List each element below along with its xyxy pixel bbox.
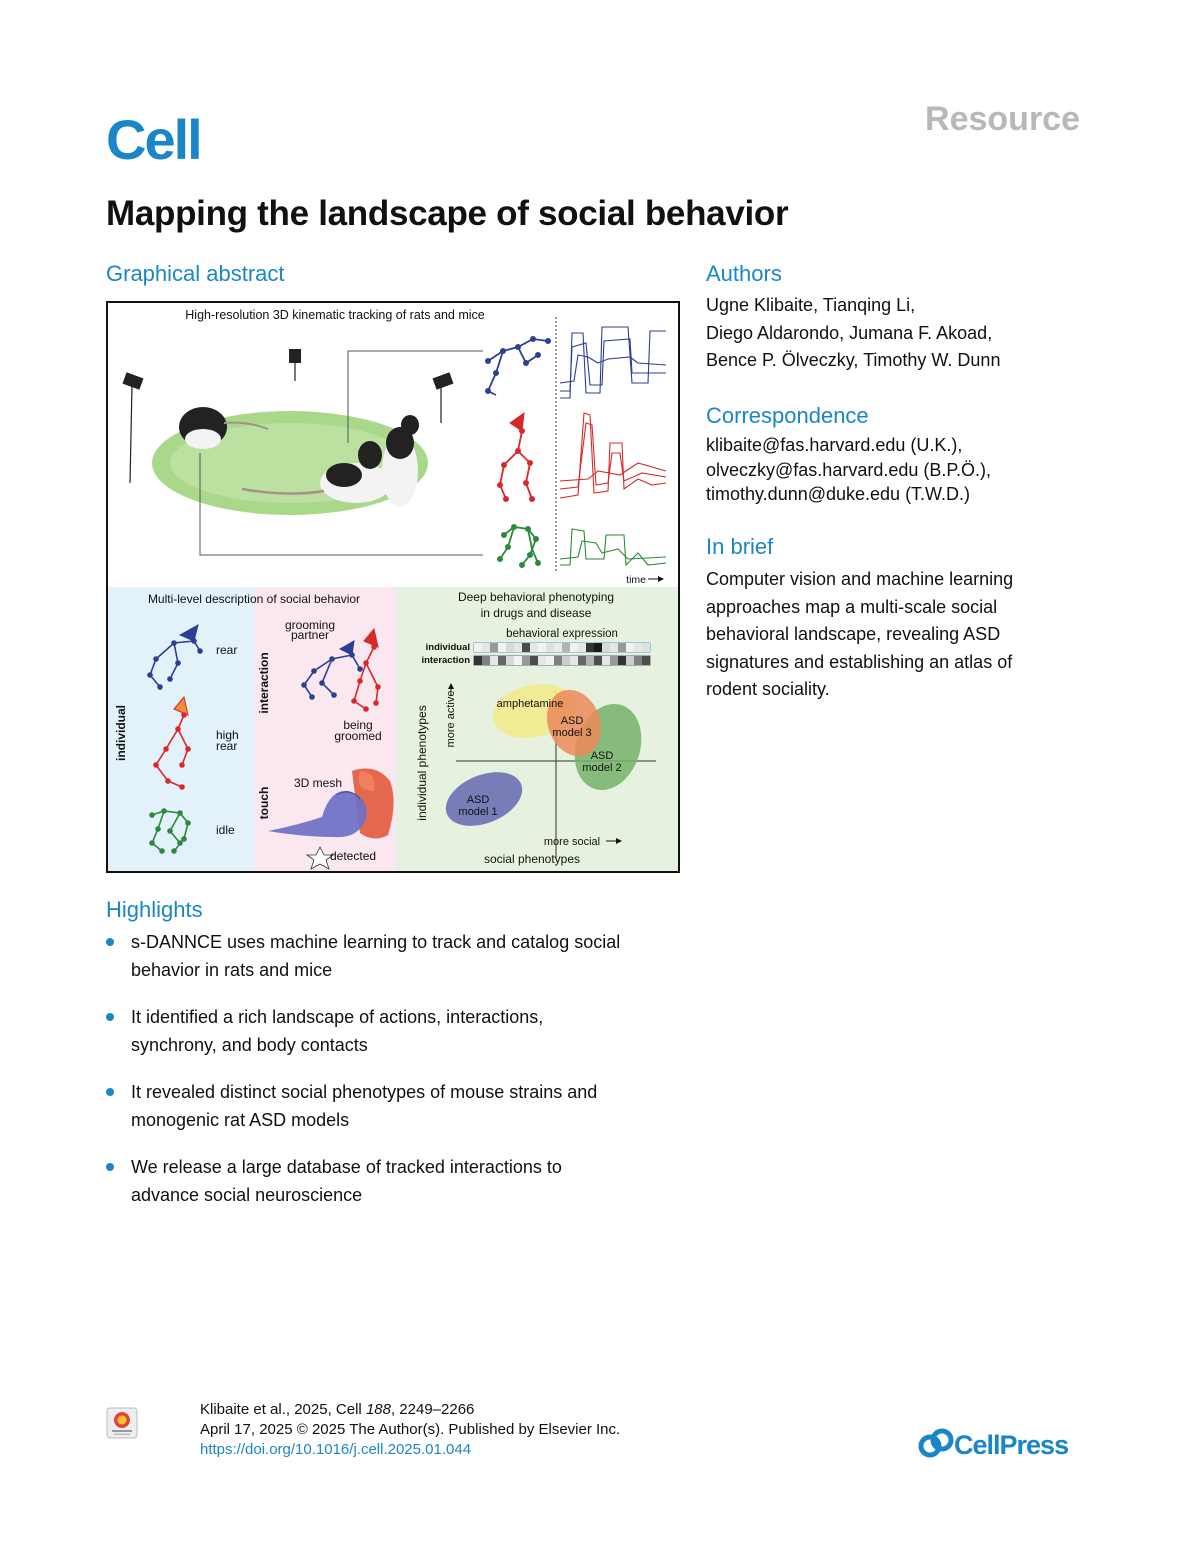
label-high: high [216,728,239,742]
authors-line: Diego Aldarondo, Jumana F. Akoad, [706,322,993,343]
citation-volume: 188 [365,1401,391,1418]
highlight-line: behavior in rats and mice [131,959,333,980]
heatmap-cell [530,656,538,665]
authors-line: Bence P. Ölveczky, Timothy W. Dunn [706,350,1001,370]
heatmap-cell [522,656,530,665]
heatmap-cell [602,656,610,665]
heatmap-cell [514,656,522,665]
ga-panel-right-title-1: Deep behavioral phenotyping [457,590,615,604]
camera-icon [432,372,453,423]
label-partner: partner [290,628,330,642]
highlight-line: We release a large database of tracked interactions to [131,1157,562,1177]
article-type: Resource [925,100,1080,138]
label-idle: idle [216,823,235,837]
x-axis-label: social phenotypes [483,852,581,866]
in-brief-line: signatures and establishing an atlas of [706,651,1013,672]
heatmap-cell [570,643,578,652]
time-label: time [626,574,646,586]
highlights-heading: Highlights [106,897,203,922]
heatmap-cell [610,656,618,665]
article-title: Mapping the landscape of social behavior [106,194,789,233]
heatmap-cell [562,643,570,652]
cellpress-mark-icon [918,1428,954,1460]
email-link[interactable]: klibaite@fas.harvard.edu (U.K.), [706,435,963,455]
highlight-item [106,1154,696,1209]
label-groomed: groomed [334,729,382,743]
y-axis-label: individual phenotypes [415,705,429,821]
highlight-item [106,1004,696,1059]
heatmap-cell [498,643,506,652]
heatmap-cell [642,656,650,665]
highlight-line: monogenic rat ASD models [131,1109,350,1130]
ga-panel-right-title-2: in drugs and disease [480,606,592,620]
heatmap-cell [482,643,490,652]
citation-date: April 17, 2025 © 2025 The Author(s). Published by Elsevier Inc. [200,1421,621,1438]
ga-panel-left-title: Multi-level description of social behavior [147,592,361,606]
citation-line [200,1400,620,1420]
heatmap-cell [506,643,514,652]
label-mesh: 3D mesh [294,776,343,790]
camera-icon [289,349,301,381]
in-brief-heading: In brief [706,534,774,559]
camera-icon [122,372,143,483]
heatmap-cell [626,656,634,665]
heatmap-cell [570,656,578,665]
label-interaction: interaction [257,652,271,714]
journal-logo: Cell [106,108,201,171]
heatmap-cell [482,656,490,665]
highlight-line: synchrony, and body contacts [131,1034,368,1055]
doi-link[interactable]: https://doi.org/10.1016/j.cell.2025.01.044 [200,1441,472,1458]
email-link[interactable]: timothy.dunn@duke.edu (T.W.D.) [706,484,971,504]
label-behavioral-expression: behavioral expression [506,628,618,640]
bullet-icon [106,1088,114,1096]
heatmap-cell [594,656,602,665]
in-brief-text [706,566,1013,704]
heatmap-cell [490,643,498,652]
label-high-rear: rear [216,739,238,753]
label-asd3-a: ASD [560,715,584,727]
heatmap-cell [618,643,626,652]
bullet-icon [106,938,114,946]
label-asd1-b: model 1 [458,806,498,818]
heatmap-cell [578,643,586,652]
in-brief-line: approaches map a multi-scale social [706,596,998,617]
red-skeleton [498,413,535,502]
heatmap-cell [594,643,602,652]
authors-line: Ugne Klibaite, Tianqing Li, [706,295,916,315]
email-link[interactable]: olveczky@fas.harvard.edu (B.P.Ö.), [706,459,992,480]
y-axis-arrow-label: more active [445,690,457,748]
bullet-icon [106,1013,114,1021]
heatmap-cell [474,656,482,665]
blue-traces [560,327,666,398]
highlight-item [106,1079,696,1134]
label-asd3-b: model 3 [552,727,592,739]
label-individual: individual [114,704,128,762]
heatmap-cell [602,643,610,652]
heatmap-cell [546,656,554,665]
highlight-line: advance social neuroscience [131,1184,363,1205]
heatmap-cell [474,643,482,652]
heatmap-cell [506,656,514,665]
citation-pages: , 2249–2266 [390,1401,475,1418]
label-being: being [343,718,373,732]
label-amphetamine: amphetamine [496,698,564,710]
authors-list [706,292,1000,375]
correspondence-list [706,433,991,507]
heatmap-cell [530,643,538,652]
heatmap-cell [562,656,570,665]
heatmap-cell [490,656,498,665]
in-brief-line: rodent sociality. [706,679,830,699]
bullet-icon [106,1163,114,1171]
in-brief-line: Computer vision and machine learning [706,569,1014,589]
highlight-line: It revealed distinct social phenotypes of mouse strains and [131,1082,598,1102]
heatmap-cell [554,643,562,652]
green-traces [560,529,666,565]
correspondence-heading: Correspondence [706,403,869,428]
heatmap-cell [586,643,594,652]
authors-heading: Authors [706,261,782,286]
heatmap-cell [514,643,522,652]
heatmap-cell [578,656,586,665]
cellpress-logo [918,1428,1068,1462]
row-label-interaction: interaction [421,655,470,666]
blue-skeleton [486,337,551,396]
label-asd2-b: model 2 [582,762,622,774]
heatmap-cell [642,643,650,652]
label-rear: rear [216,643,238,657]
graphical-abstract-svg [108,303,678,871]
heatmap-cell [538,643,546,652]
red-traces [560,413,666,498]
label-asd1-a: ASD [466,794,490,806]
heatmap-cell [538,656,546,665]
heatmap-cell [634,643,642,652]
heatmap-cell [498,656,506,665]
label-detected: detected [330,849,377,863]
in-brief-line: behavioral landscape, revealing ASD [706,624,1001,644]
heatmap-cell [634,656,642,665]
cellpress-text: CellPress [954,1430,1069,1460]
label-touch: touch [257,786,271,820]
green-skeleton [498,525,541,568]
heatmap-cell [586,656,594,665]
label-grooming: grooming [284,618,336,632]
row-label-individual: individual [425,642,470,653]
graphical-abstract-figure [106,301,680,873]
citation-block [200,1400,620,1460]
heatmap-cell [610,643,618,652]
check-for-updates-icon[interactable] [106,1407,138,1439]
heatmap-cell [626,643,634,652]
highlight-line: It identified a rich landscape of actions, interactions, [131,1007,544,1027]
heatmap-cell [546,643,554,652]
heatmap-cell [618,656,626,665]
highlight-line: s-DANNCE uses machine learning to track and catalog social [131,932,621,952]
heatmap-cell [554,656,562,665]
x-axis-arrow-label: more social [543,836,601,848]
heatmap-cell [522,643,530,652]
highlights-list [106,929,696,1229]
ga-top-title: High-resolution 3D kinematic tracking of rats and mice [185,308,485,322]
graphical-abstract-heading: Graphical abstract [106,261,285,286]
citation-authors: Klibaite et al., 2025, Cell [200,1401,366,1418]
label-asd2-a: ASD [590,750,614,762]
highlight-item [106,929,696,984]
